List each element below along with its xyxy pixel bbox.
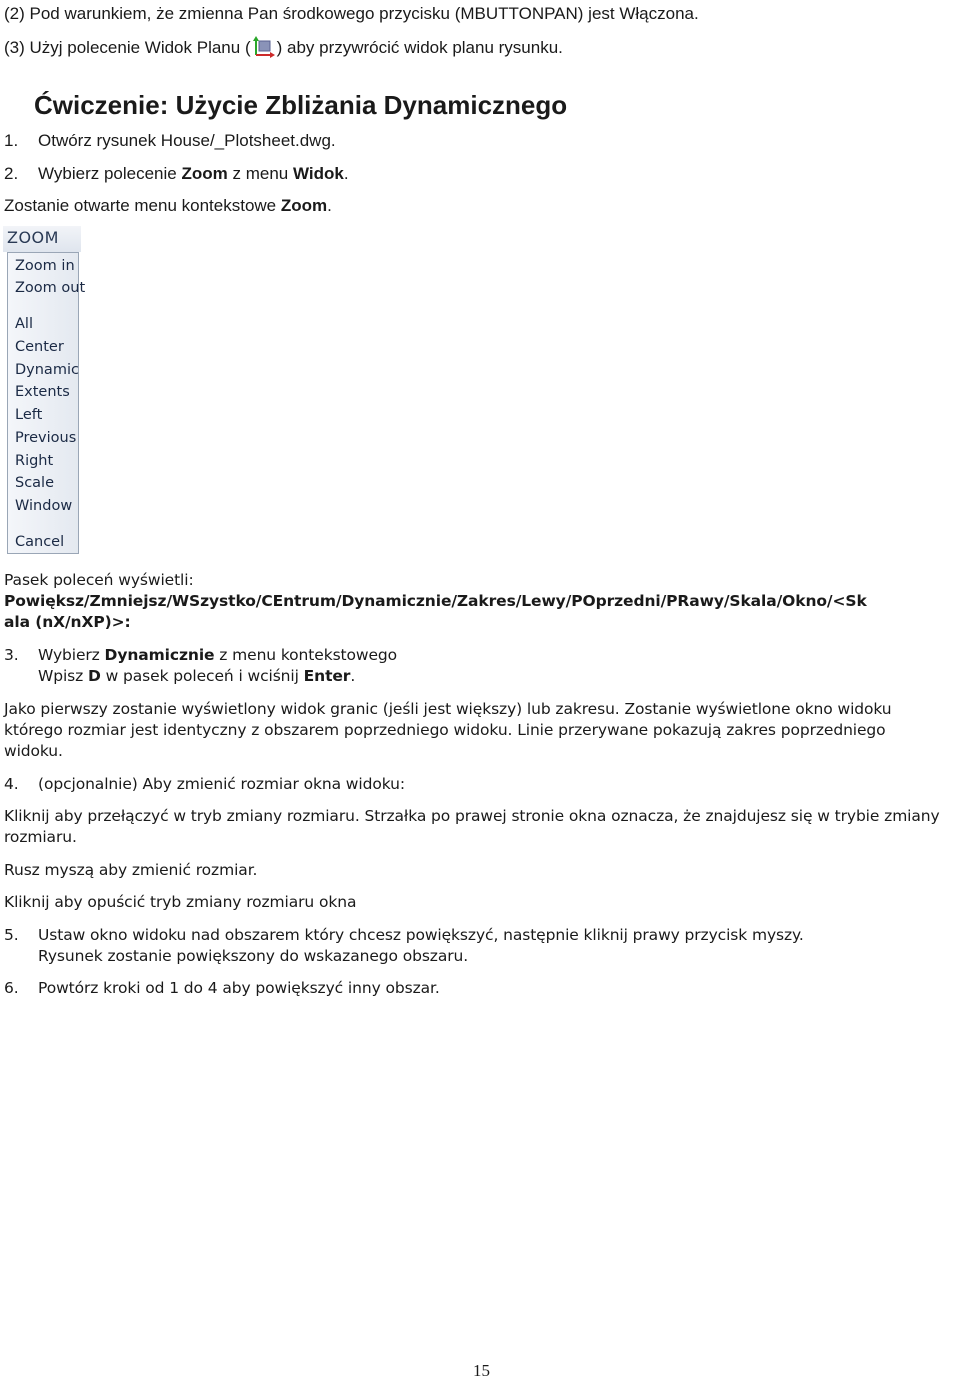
step-3-a-pre: Wybierz (38, 646, 105, 664)
zoom-item-scale[interactable]: Scale (15, 475, 55, 491)
step-3-line-1 (38, 645, 397, 666)
step-1-text: Otwórz rysunek House/_Plotsheet.dwg. (38, 131, 336, 150)
zoom-item-left[interactable]: Left (15, 407, 43, 423)
page-title: Ćwiczenie: Użycie Zbliżania Dynamicznego (34, 90, 568, 120)
step-3-dynamicznie: Dynamicznie (104, 646, 215, 664)
step-2-pre: Wybierz polecenie (38, 164, 182, 183)
step-3-enter: Enter (303, 667, 351, 685)
step-3-line-2 (38, 666, 355, 687)
command-bar-prompt-line-1: Powiększ/Zmniejsz/WSzystko/CEntrum/Dynamicznie/Zakres/Lewy/POprzedni/PRawy/Skala/Okno/<Sk (4, 592, 867, 610)
zoom-item-all[interactable]: All (15, 316, 33, 332)
step-6-number: 6. (4, 979, 19, 997)
plan-view-text-pre: (3) Użyj polecenie Widok Planu ( (4, 38, 251, 57)
step-2-number: 2. (4, 164, 19, 183)
step-5-line-1: Ustaw okno widoku nad obszarem który chcesz powiększyć, następnie kliknij prawy przycisk myszy. (38, 926, 804, 944)
zoom-item-center[interactable]: Center (15, 339, 64, 355)
step-3-b-pre: Wpisz (38, 667, 89, 685)
paragraph-3: Rusz myszą aby zmienić rozmiar. (4, 861, 258, 879)
paragraph-1-line-2: którego rozmiar jest identyczny z obszarem poprzedniego widoku. Linie przerywane pokazują zakres poprzedniego (4, 721, 886, 739)
context-menu-line (4, 195, 332, 216)
step-2 (4, 163, 349, 184)
context-zoom: Zoom (280, 196, 328, 215)
paragraph-2-line-2: rozmiaru. (4, 828, 77, 846)
step-3-b-mid: w pasek poleceń i wciśnij (100, 667, 304, 685)
step-5-number: 5. (4, 926, 19, 944)
paragraph-4: Kliknij aby opuścić tryb zmiany rozmiaru okna (4, 893, 357, 911)
paragraph-1-line-1: Jako pierwszy zostanie wyświetlony widok granic (jeśli jest większy) lub zakresu. Zostanie wyświetlone okno widoku (4, 700, 892, 718)
step-4-number: 4. (4, 775, 19, 793)
context-post: . (327, 196, 332, 215)
paragraph-1-line-3: widoku. (4, 742, 63, 760)
step-6-text: Powtórz kroki od 1 do 4 aby powiększyć inny obszar. (38, 979, 440, 997)
zoom-item-cancel[interactable]: Cancel (15, 534, 65, 550)
plan-view-text-post: ) aby przywrócić widok planu rysunku. (276, 38, 563, 57)
zoom-item-zoom-out[interactable]: Zoom out (15, 280, 86, 296)
step-2-post: . (343, 164, 349, 183)
command-bar-label: Pasek poleceń wyświetli: (4, 571, 194, 589)
zoom-item-previous[interactable]: Previous (15, 430, 77, 446)
step-1 (4, 130, 336, 151)
step-1-number: 1. (4, 131, 19, 150)
step-2-zoom: Zoom (181, 164, 228, 183)
step-5-line-2: Rysunek zostanie powiększony do wskazanego obszaru. (38, 947, 469, 965)
zoom-item-dynamic[interactable]: Dynamic (15, 362, 79, 378)
text-line-mbuttonpan: (2) Pod warunkiem, że zmienna Pan środkowego przycisku (MBUTTONPAN) jest Włączona. (4, 4, 699, 23)
zoom-item-zoom-in[interactable]: Zoom in (15, 258, 75, 274)
page-number: 15 (473, 1361, 490, 1380)
zoom-menu-header (3, 226, 81, 252)
step-2-text (38, 163, 349, 184)
step-3-b-post: . (350, 667, 356, 685)
step-3-d: D (88, 667, 101, 685)
step-2-widok: Widok (292, 164, 344, 183)
step-3-number: 3. (4, 646, 19, 664)
zoom-context-menu (3, 226, 86, 558)
context-pre: Zostanie otwarte menu kontekstowe (4, 196, 281, 215)
zoom-menu-list (7, 252, 86, 554)
step-3-a-post: z menu kontekstowego (214, 646, 398, 664)
paragraph-2-line-1: Kliknij aby przełączyć w tryb zmiany rozmiaru. Strzałka po prawej stronie okna oznacza, że znajdujesz się w trybie zmiany (4, 807, 940, 825)
step-4-text: (opcjonalnie) Aby zmienić rozmiar okna widoku: (38, 775, 405, 793)
plan-view-icon (252, 36, 276, 58)
zoom-item-extents[interactable]: Extents (15, 384, 70, 400)
zoom-menu-title: ZOOM (7, 228, 59, 247)
step-2-mid: z menu (227, 164, 293, 183)
zoom-item-window[interactable]: Window (15, 498, 73, 514)
text-line-plan-view (4, 36, 563, 58)
command-bar-prompt-line-2: ala (nX/nXP)>: (4, 613, 131, 631)
zoom-item-right[interactable]: Right (15, 453, 54, 469)
